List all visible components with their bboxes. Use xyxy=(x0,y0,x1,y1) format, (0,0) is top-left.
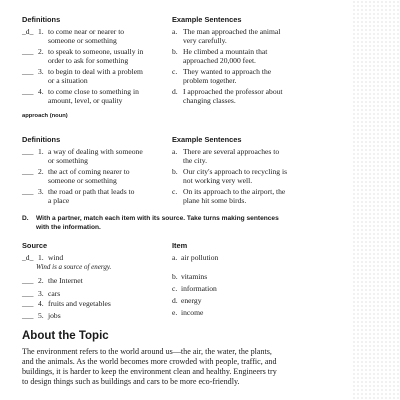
item-number: 1. xyxy=(38,147,44,156)
source-text: fruits and vegetables xyxy=(48,299,111,308)
example-sentences-header-1: Example Sentences xyxy=(172,15,242,24)
item-number: 4. xyxy=(38,87,44,96)
item-number: 1. xyxy=(38,27,44,36)
item-text: energy xyxy=(181,296,202,305)
answer-blank[interactable]: ___ xyxy=(22,289,34,298)
item-number: 2. xyxy=(38,47,44,56)
definitions-header-2: Definitions xyxy=(22,135,61,144)
example-line: problem together. xyxy=(183,76,237,85)
item-letter: d. xyxy=(172,296,178,305)
example-line: Our city's approach to recycling is xyxy=(183,167,288,176)
example-letter: c. xyxy=(172,187,178,196)
example-line: He climbed a mountain that xyxy=(183,47,268,56)
answer-blank[interactable]: ___ xyxy=(22,47,34,56)
answer-blank[interactable]: ___ xyxy=(22,87,34,96)
example-line: They wanted to approach the xyxy=(183,67,272,76)
example-letter: a. xyxy=(172,147,178,156)
answer-blank[interactable]: ___ xyxy=(22,67,34,76)
item-number: 2. xyxy=(38,167,44,176)
paragraph-line: buildings, it is harder to keep the environment clean and healthy. Engineers try xyxy=(22,367,277,376)
example-line: approached 20,000 feet. xyxy=(183,56,256,65)
item-text: income xyxy=(181,308,204,317)
definition-line: to speak to someone, usually in xyxy=(48,47,144,56)
paragraph-line: The environment refers to the world around us—the air, the water, the plants, xyxy=(22,347,272,356)
answer-blank[interactable]: _d_ xyxy=(22,27,34,36)
definition-line: or a situation xyxy=(48,76,88,85)
definition-line: someone or something xyxy=(48,36,117,45)
source-text: the Internet xyxy=(48,276,83,285)
source-text: cars xyxy=(48,289,61,298)
source-header: Source xyxy=(22,241,48,250)
definition-line: order to ask for something xyxy=(48,56,129,65)
example-letter: a. xyxy=(172,27,178,36)
dot-grid-margin xyxy=(352,0,400,400)
item-text: information xyxy=(181,284,217,293)
item-letter: a. xyxy=(172,253,178,262)
definition-line: the act of coming nearer to xyxy=(48,167,130,176)
item-header: Item xyxy=(172,241,188,250)
example-line: plane hit some birds. xyxy=(183,196,247,205)
paragraph-line: to design things such as buildings and cars to be more eco-friendly. xyxy=(22,377,240,386)
example-line: On its approach to the airport, the xyxy=(183,187,286,196)
example-line: There are several approaches to xyxy=(183,147,280,156)
example-letter: c. xyxy=(172,67,178,76)
definitions-header-1: Definitions xyxy=(22,15,61,24)
example-letter: b. xyxy=(172,167,178,176)
item-number: 3. xyxy=(38,187,44,196)
definition-line: a place xyxy=(48,196,70,205)
item-number: 1. xyxy=(38,253,44,262)
item-number: 4. xyxy=(38,299,44,308)
source-example-sentence: Wind is a source of energy. xyxy=(36,263,112,271)
example-line: very carefully. xyxy=(183,36,227,45)
example-letter: b. xyxy=(172,47,178,56)
example-line: not working very well. xyxy=(183,176,253,185)
item-number: 3. xyxy=(38,67,44,76)
answer-blank[interactable]: _d_ xyxy=(22,253,34,262)
definition-line: to begin to deal with a problem xyxy=(48,67,143,76)
example-letter: d. xyxy=(172,87,178,96)
example-line: changing classes. xyxy=(183,96,236,105)
definition-line: to come near or nearer to xyxy=(48,27,125,36)
paragraph-line: and the animals. As the world becomes more crowded with people, traffic, and xyxy=(22,357,277,366)
example-sentences-header-2: Example Sentences xyxy=(172,135,242,144)
definition-line: the road or path that leads to xyxy=(48,187,135,196)
example-line: I approached the professor about xyxy=(183,87,283,96)
about-topic-heading: About the Topic xyxy=(22,330,109,342)
definition-line: to come close to something in xyxy=(48,87,139,96)
item-letter: c. xyxy=(172,284,178,293)
instruction-line: with the information. xyxy=(36,224,101,231)
item-number: 2. xyxy=(38,276,44,285)
item-letter: e. xyxy=(172,308,178,317)
definition-line: a way of dealing with someone xyxy=(48,147,143,156)
example-line: the city. xyxy=(183,156,207,165)
source-text: jobs xyxy=(48,311,61,320)
exercise-letter: D. xyxy=(22,215,29,222)
definition-line: someone or something xyxy=(48,176,117,185)
answer-blank[interactable]: ___ xyxy=(22,187,34,196)
answer-blank[interactable]: ___ xyxy=(22,311,34,320)
word-label: approach (noun) xyxy=(22,113,68,119)
item-text: vitamins xyxy=(181,272,208,281)
definition-line: or something xyxy=(48,156,88,165)
answer-blank[interactable]: ___ xyxy=(22,147,34,156)
instruction-line: With a partner, match each item with its source. Take turns making sentences xyxy=(36,215,279,222)
definition-line: amount, level, or quality xyxy=(48,96,123,105)
answer-blank[interactable]: ___ xyxy=(22,276,34,285)
item-text: air pollution xyxy=(181,253,219,262)
example-line: The man approached the animal xyxy=(183,27,281,36)
answer-blank[interactable]: ___ xyxy=(22,167,34,176)
answer-blank[interactable]: ___ xyxy=(22,299,34,308)
item-number: 3. xyxy=(38,289,44,298)
item-number: 5. xyxy=(38,311,44,320)
source-text: wind xyxy=(48,253,64,262)
item-letter: b. xyxy=(172,272,178,281)
